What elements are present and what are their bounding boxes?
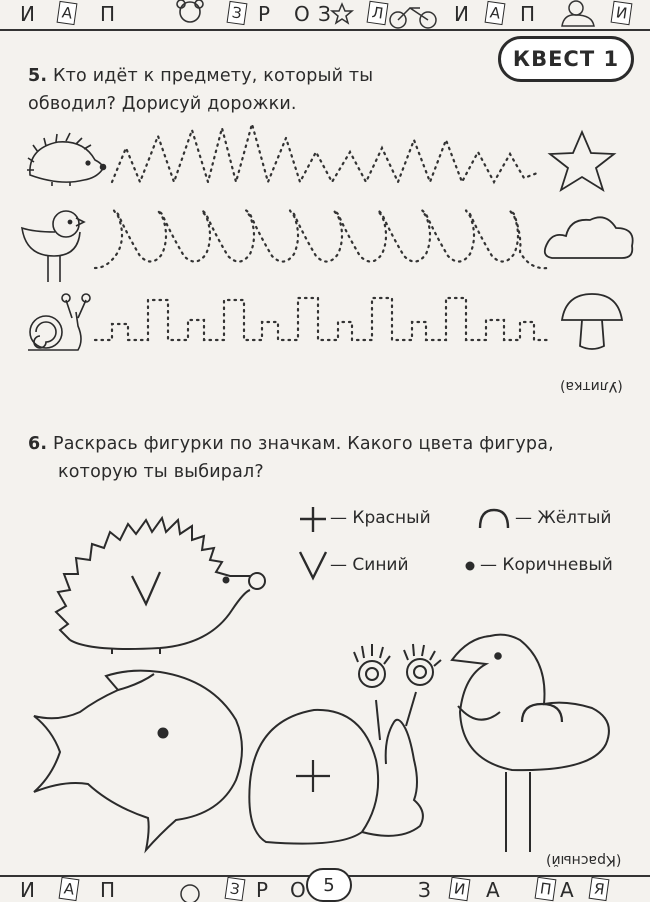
toy-bear-icon-bottom [181,885,199,902]
fish-figure [34,671,242,850]
task5-line1: Кто идёт к предмету, который ты [53,66,374,86]
frieze-letter: А [57,1,78,25]
frieze-letter: З [418,878,431,902]
frieze-letter: И [20,878,35,902]
frieze-letter: О [290,878,306,902]
task6-line2: которую ты выбирал? [58,462,264,482]
quest-label: КВЕСТ 1 [512,47,620,71]
bird-figure [452,635,609,852]
big-hedgehog-figure [56,518,265,654]
snail-figure [249,644,441,844]
legend-yellow: — Жёлтый [515,508,612,528]
frieze-letter: Р [258,2,271,26]
frieze-letter: А [59,877,80,901]
task6-answer: (Красный) [546,852,622,868]
frieze-letter: А [485,1,506,25]
frieze-letter: О [294,2,310,26]
frieze-letter: З [225,877,246,901]
hedgehog-check-mark [132,572,160,604]
frieze-letter: И [611,1,633,25]
frieze-letter: П [535,877,557,901]
frieze-letter: З [318,2,331,26]
frieze-letter: Л [367,1,389,25]
frieze-letter: З [227,1,248,25]
frieze-letter: П [520,2,536,26]
task5-answer: (Улитка) [560,378,623,394]
legend-red: — Красный [330,508,431,528]
frieze-letter: И [20,2,35,26]
task5-number: 5. [28,66,48,86]
page-number: 5 [306,868,352,902]
frieze-letter: Я [589,877,610,901]
frieze-letter: Р [256,878,269,902]
frieze-letter: А [560,878,574,902]
frieze-letter: И [449,877,471,901]
frieze-letter: П [100,878,116,902]
legend-brown: — Коричневый [480,555,613,575]
task6-number: 6. [28,434,48,454]
legend-blue: — Синий [330,555,409,575]
snail-plus-mark [296,760,330,792]
frieze-letter: П [100,2,116,26]
task6-line1: Раскрась фигурки по значкам. Какого цвета фигура, [53,434,554,454]
frieze-letter: И [454,2,469,26]
bird-arc-mark [522,704,562,722]
task5-line2: обводил? Дорисуй дорожки. [28,94,297,114]
fish-dot-mark [159,729,168,738]
frieze-letter: А [486,878,500,902]
